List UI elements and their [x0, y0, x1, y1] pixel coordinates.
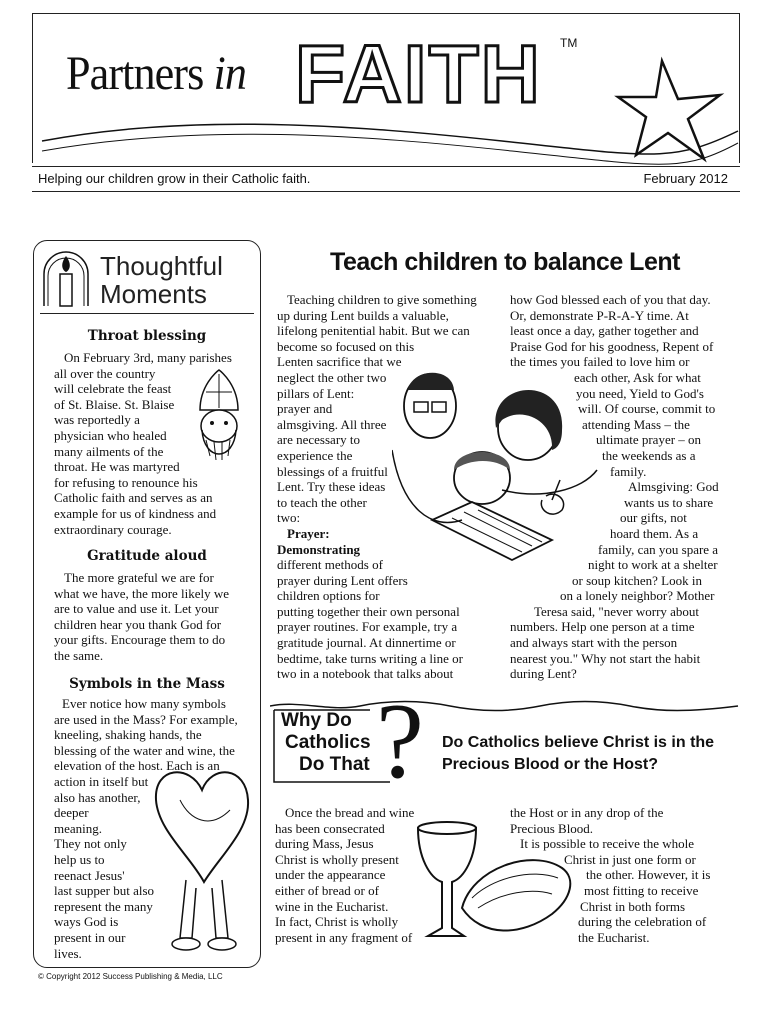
text-line: blessings of a fruitful [277, 463, 388, 479]
text-line: meaning. [54, 820, 103, 836]
sidebar-title [100, 252, 223, 308]
text-line: become so focused on this [277, 338, 415, 354]
chalice-host-illustration [412, 818, 582, 958]
question-mark-icon: ? [376, 682, 424, 801]
why-line1: Why Do [281, 710, 352, 731]
text-line: neglect the other two [277, 369, 387, 385]
text-line: the other. However, it is [586, 867, 711, 883]
text-line: wine in the Eucharist. [275, 898, 389, 914]
section-body-gratitude [54, 570, 258, 664]
text-line: during Mass, Jesus [275, 836, 374, 852]
text-line: throat. He was martyred [54, 459, 180, 475]
text-line: Or, demonstrate P-R-A-Y time. At [510, 307, 689, 323]
text-line: blessing of the water and wine, the [54, 742, 235, 758]
text-line: or soup kitchen? Look in [572, 572, 702, 588]
text-line: on a lonely neighbor? Mother [560, 588, 715, 604]
text-line: during the celebration of [578, 914, 707, 930]
text-line: They not only [54, 836, 127, 852]
star-icon [618, 61, 720, 159]
text-line: In fact, Christ is wholly [275, 914, 399, 930]
text-line: two in a notebook that talks about [277, 666, 454, 682]
text-line: pillars of Lent: [277, 385, 355, 401]
text-line: different methods of [277, 557, 383, 573]
text-line: deeper [54, 805, 89, 821]
text-line: has been consecrated [275, 820, 385, 836]
candle-icon [40, 244, 92, 310]
text-line: wants us to share [624, 494, 714, 510]
text-line: Praise God for his goodness, Repent of [510, 338, 714, 354]
text-line: you need, Yield to God's [576, 385, 704, 401]
text-line: lives. [54, 945, 82, 961]
text-line: how God blessed each of you that day. [510, 292, 711, 307]
tagline: Helping our children grow in their Catholic faith. [38, 171, 311, 186]
text-line: and always start with the person [510, 635, 678, 651]
text-line: the Eucharist. [578, 929, 650, 945]
text-line: children options for [277, 588, 380, 604]
text-line: during Lent? [510, 666, 577, 682]
masthead-partners: Partners [66, 47, 204, 100]
text-line: our gifts, not [620, 510, 687, 526]
text-line: experience the [277, 447, 353, 463]
text-line: It is possible to receive the whole [520, 836, 695, 852]
text-line: On February 3rd, many parishes [64, 350, 232, 365]
trademark: TM [560, 36, 578, 50]
text-line: example for us of kindness and [54, 505, 217, 521]
text-line: Lenten sacrifice that we [277, 354, 402, 370]
text-line: Demonstrating [277, 541, 361, 557]
text-line: help us to [54, 851, 105, 867]
text-line: your gifts. Encourage them to do [54, 632, 226, 648]
text-line: hoard them. As a [610, 525, 699, 541]
text-line: are to value and use it. Let your [54, 601, 219, 617]
sidebar-divider [40, 313, 254, 314]
question-title: Do Catholics believe Christ is in the Precious Blood or the Host? [442, 734, 715, 773]
text-line: either of bread or of [275, 882, 379, 898]
text-line: was reportedly a [54, 412, 140, 428]
text-line: bedtime, take turns writing a line or [277, 650, 463, 666]
text-line: prayer during Lent offers [277, 572, 408, 588]
heart-child-illustration [150, 760, 254, 960]
text-line: children hear you thank God for [54, 616, 222, 632]
text-line: will. Of course, commit to [578, 401, 716, 417]
section-heading-gratitude: Gratitude aloud [87, 548, 207, 564]
text-line: present in our [54, 929, 126, 945]
why-line3: Do That [299, 754, 370, 775]
text-line: each other, Ask for what [574, 369, 701, 385]
text-line: Ever notice how many symbols [62, 696, 226, 711]
text-line: almsgiving. All three [277, 416, 387, 432]
text-line: the same. [54, 647, 104, 663]
text-line: what we have, the more likely we [54, 585, 230, 601]
text-line: physician who healed [54, 427, 167, 443]
text-line: gratitude journal. At dinnertime or [277, 635, 456, 651]
text-line: numbers. Help one person at a time [510, 619, 695, 635]
text-line: all over the country [54, 365, 156, 381]
text-line: reenact Jesus' [54, 867, 125, 883]
text-line: Once the bread and wine [285, 805, 415, 820]
text-line: Catholic faith and serves as an [54, 490, 213, 506]
text-line: two: [277, 510, 301, 526]
text-line: Teresa said, "never worry about [534, 603, 700, 619]
st-blaise-illustration [186, 368, 252, 476]
text-line: the times you failed to love him or [510, 354, 690, 370]
sidebar-title-line2: Moments [100, 279, 207, 309]
text-line: Christ is wholly present [275, 851, 399, 867]
text-line: Lent. Try these ideas [277, 479, 386, 495]
issue-date: February 2012 [643, 171, 728, 186]
sidebar-title-line1: Thoughtful [100, 251, 223, 281]
text-line: last supper but also [54, 883, 155, 899]
text-line: kneeling, shaking hands, the [54, 727, 202, 743]
text-line: action in itself but [54, 773, 149, 789]
text-line: elevation of the host. Each is an [54, 758, 220, 774]
text-line: putting together their own personal [277, 603, 460, 619]
text-line: lifelong penitential habit. But we can [277, 323, 470, 339]
masthead-faith-logo: FAITH [295, 29, 542, 120]
text-line: ultimate prayer – on [596, 432, 702, 448]
text-line: to teach the other [277, 494, 367, 510]
text-line: Christ in both forms [580, 898, 686, 914]
text-line: will celebrate the feast [54, 381, 172, 397]
text-line: family, can you spare a [598, 541, 719, 557]
text-line: extraordinary courage. [54, 521, 172, 537]
masthead-title [66, 46, 246, 101]
section-heading-symbols: Symbols in the Mass [69, 676, 225, 692]
why-line2: Catholics [285, 732, 371, 753]
text-line: prayer and [277, 401, 333, 417]
text-line: least once a day, gather together and [510, 323, 699, 339]
text-line: The more grateful we are for [64, 570, 214, 585]
text-line: Precious Blood. [510, 820, 594, 836]
header-bar [32, 166, 740, 192]
family-praying-illustration [392, 350, 602, 580]
text-line: for refusing to renounce his [54, 474, 198, 490]
text-line: family. [610, 463, 647, 479]
text-line: also has another, [54, 789, 141, 805]
text-line: of St. Blaise. St. Blaise [54, 396, 175, 412]
text-line: most fitting to receive [584, 882, 699, 898]
text-line: are used in the Mass? For example, [54, 711, 238, 727]
text-line: night to work at a shelter [588, 557, 718, 573]
text-line: the weekends as a [602, 447, 696, 463]
text-line: up during Lent builds a valuable, [277, 307, 449, 323]
text-line: are necessary to [277, 432, 361, 448]
text-line: ways God is [54, 914, 119, 930]
copyright: © Copyright 2012 Success Publishing & Media, LLC [38, 972, 223, 981]
text-line: prayer routines. For example, try a [277, 619, 458, 635]
text-line: under the appearance [275, 867, 386, 883]
text-line: Teaching children to give something [287, 292, 477, 307]
text-line: the Host or in any drop of the [510, 805, 664, 820]
text-line: present in any fragment of [275, 929, 413, 945]
masthead-in: in [213, 47, 246, 100]
text-line: Prayer: [287, 525, 330, 541]
article-title: Teach children to balance Lent [330, 248, 680, 276]
section-heading-throat-blessing: Throat blessing [87, 328, 207, 344]
text-line: Christ in just one form or [564, 851, 696, 867]
text-line: nearest you." Why not start the habit [510, 650, 701, 666]
text-line: Almsgiving: God [628, 479, 719, 495]
text-line: attending Mass – the [582, 416, 690, 432]
text-line: many ailments of the [54, 443, 164, 459]
text-line: represent the many [54, 898, 153, 914]
